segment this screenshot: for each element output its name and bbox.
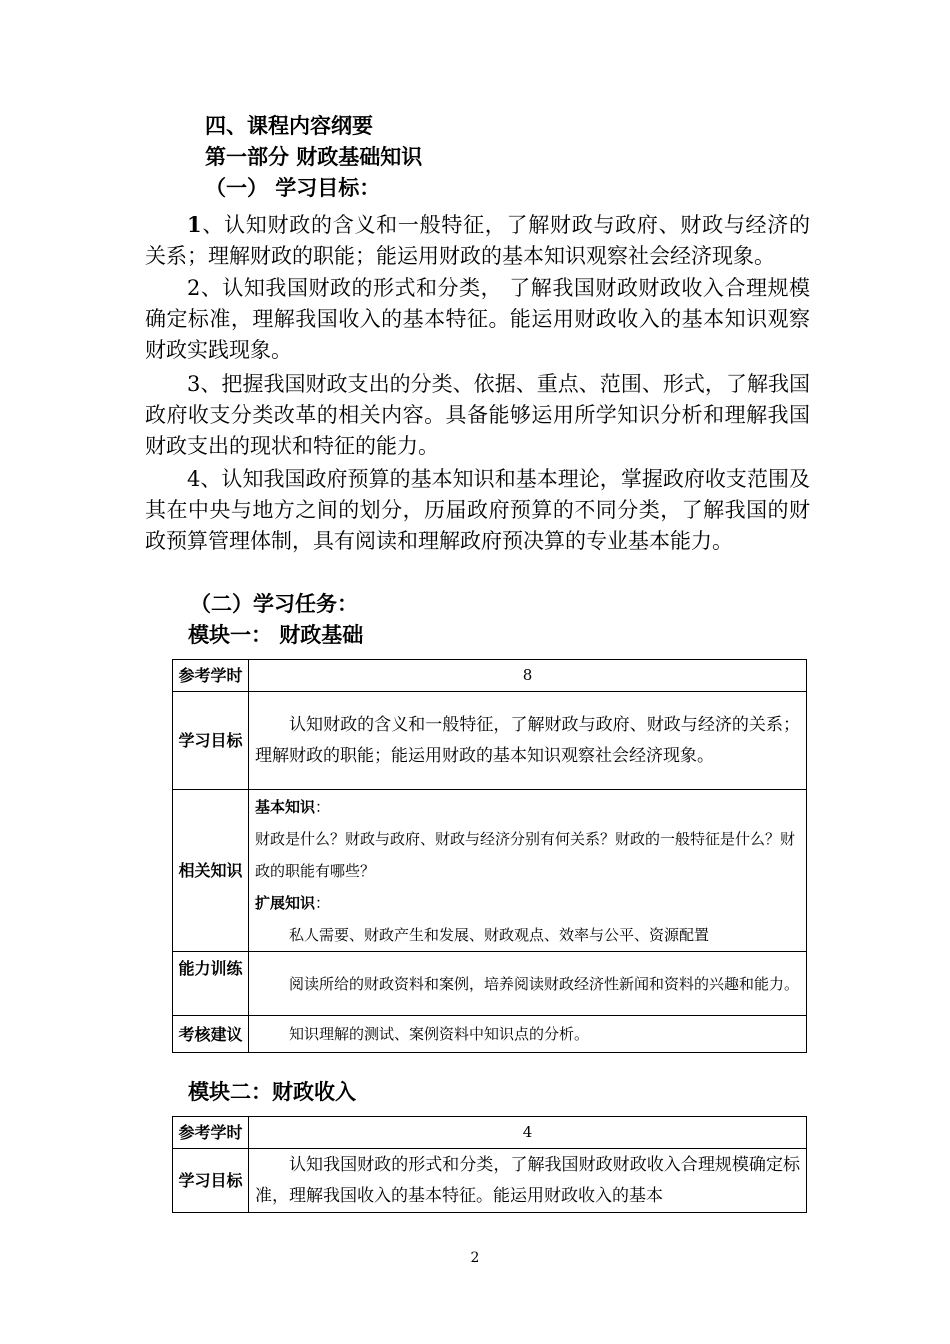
goal-label: 学习目标 — [173, 1149, 249, 1213]
extended-knowledge-colon: ： — [315, 893, 331, 912]
part-heading: 第一部分 财政基础知识 — [205, 145, 423, 169]
goal-text: 、把握我国财政支出的分类、依据、重点、范围、形式，了解我国政府收支分类改革的相关内容。具备能够运用所学知识分析和理解我国财政支出的现状和特征的能力。 — [145, 372, 810, 458]
training-value: 阅读所给的财政资料和案例，培养阅读财政经济性新闻和资料的兴趣和能力。 — [249, 952, 807, 1016]
section-heading: 四、课程内容纲要 — [205, 114, 373, 138]
table-row — [173, 1117, 807, 1149]
hours-label: 参考学时 — [173, 1117, 249, 1149]
goal-item-3 — [145, 369, 810, 462]
goal-item-4 — [145, 464, 810, 557]
module2-title: 模块二：财政收入 — [188, 1080, 356, 1104]
table-row — [173, 692, 807, 790]
goal-number: 2 — [187, 276, 201, 300]
goal-item-1 — [145, 209, 810, 272]
goal-number: 4 — [187, 467, 201, 491]
goals-heading: （一） 学习目标： — [205, 176, 381, 200]
extended-knowledge-label: 扩展知识 — [255, 893, 316, 912]
table-row — [173, 952, 807, 1016]
basic-knowledge-line — [255, 791, 800, 823]
goal-text: 、认知我国财政的形式和分类， 了解我国财政财政收入合理规模确定标准，理解我国收入的基本特征。能运用财政收入的基本知识观察财政实践现象。 — [145, 276, 810, 362]
basic-knowledge-text: 财政是什么？财政与政府、财政与经济分别有何关系？财政的一般特征是什么？财政的职能有哪些？ — [255, 829, 796, 880]
extended-knowledge-text: 私人需要、财政产生和发展、财政观点、效率与公平、资源配置 — [289, 925, 710, 944]
module1-table — [172, 659, 807, 1053]
training-label: 能力训练 — [173, 952, 249, 1016]
page-number: 2 — [470, 1250, 480, 1266]
extended-knowledge-line — [255, 887, 800, 919]
module2-table — [172, 1116, 807, 1213]
table-row — [173, 1149, 807, 1213]
knowledge-value — [249, 790, 807, 952]
basic-knowledge-colon: ： — [315, 797, 331, 816]
table-row — [173, 790, 807, 952]
goal-label: 学习目标 — [173, 692, 249, 790]
goal-text: 、认知我国政府预算的基本知识和基本理论，掌握政府收支范围及其在中央与地方之间的划分，历届政府预算的不同分类，了解我国的财政预算管理体制，具有阅读和理解政府预决算的专业基本能力。 — [145, 467, 810, 553]
basic-knowledge-label: 基本知识 — [255, 797, 316, 816]
goal-value: 认知财政的含义和一般特征，了解财政与政府、财政与经济的关系；理解财政的职能；能运用财政的基本知识观察社会经济现象。 — [249, 692, 807, 790]
goal-text: 、认知财政的含义和一般特征，了解财政与政府、财政与经济的关系；理解财政的职能；能运用财政的基本知识观察社会经济现象。 — [145, 213, 810, 268]
knowledge-label: 相关知识 — [173, 790, 249, 952]
table-row — [173, 1016, 807, 1053]
goal-value: 认知我国财政的形式和分类，了解我国财政财政收入合理规模确定标准，理解我国收入的基本特征。能运用财政收入的基本 — [249, 1149, 807, 1213]
module1-title: 模块一： 财政基础 — [188, 623, 364, 647]
goal-item-2 — [145, 273, 810, 366]
hours-value: 8 — [249, 660, 807, 692]
goal-number: 3 — [187, 372, 201, 396]
assessment-value: 知识理解的测试、案例资料中知识点的分析。 — [249, 1016, 807, 1053]
hours-label: 参考学时 — [173, 660, 249, 692]
table-row — [173, 660, 807, 692]
assessment-label: 考核建议 — [173, 1016, 249, 1053]
tasks-heading: （二）学习任务： — [190, 592, 358, 616]
goal-number: 1 — [187, 212, 202, 237]
hours-value: 4 — [249, 1117, 807, 1149]
